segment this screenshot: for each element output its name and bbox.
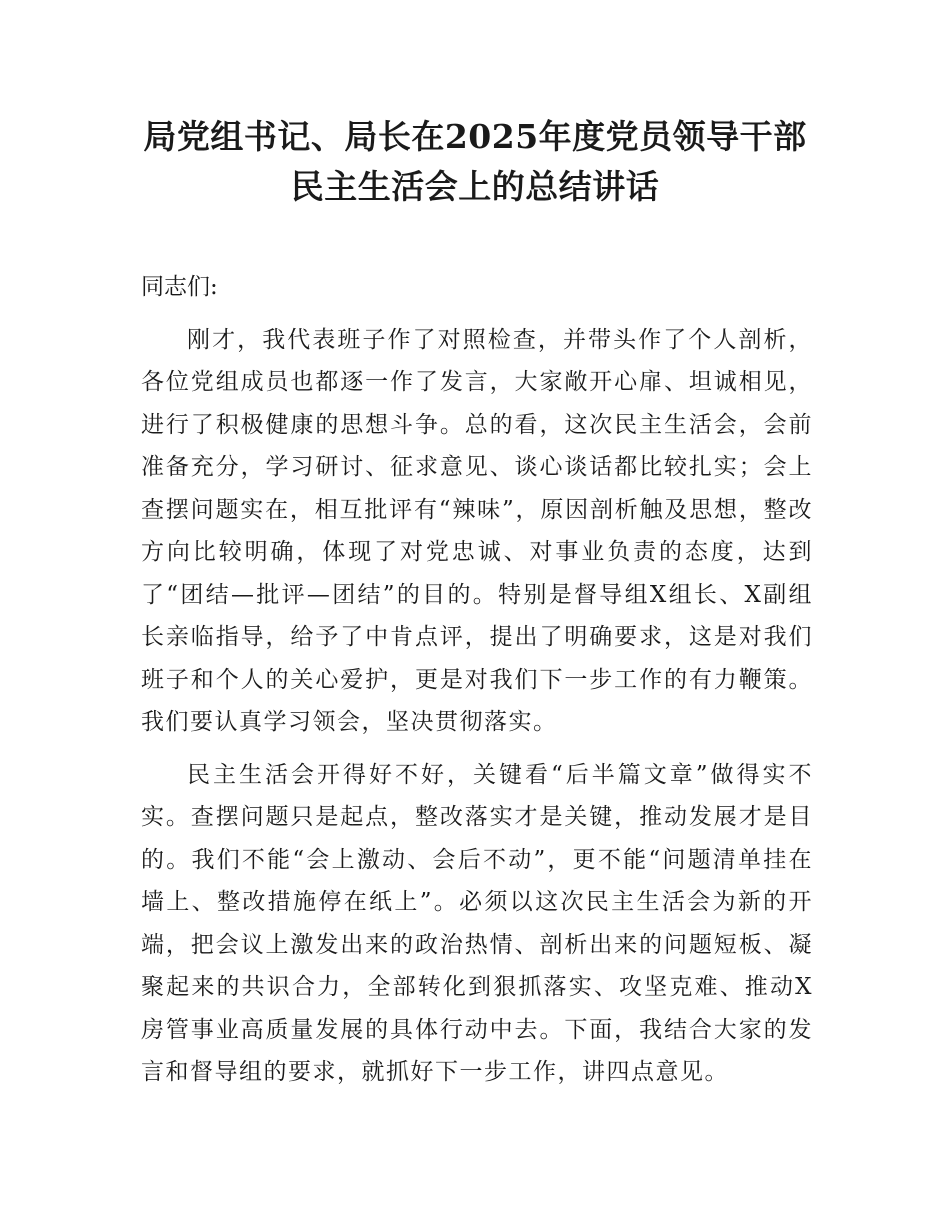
title-line-1: 局党组书记、局长在2025年度党员领导干部 — [143, 117, 807, 156]
paragraph-1: 刚才，我代表班子作了对照检查，并带头作了个人剖析，各位党组成员也都逐一作了发言，大家敞开心扉、坦诚相见，进行了积极健康的思想斗争。总的看，这次民主生活会，会前准备充分，学习研讨、征求意见、谈心谈话都比较扎实；会上查摆问题实在，相互批评有“辣味”，原因剖析触及思想，整改方向比较明确，体现了对党忠诚、对事业负责的态度，达到了“团结—批评—团结”的目的。特别是督导组X组长、X副组长亲临指导，给予了中肯点评，提出了明确要求，这是对我们班子和个人的关心爱护，更是对我们下一步工作的有力鞭策。我们要认真学习领会，坚决贯彻落实。 — [141, 326, 813, 735]
document-body — [141, 266, 813, 1104]
salutation: 同志们: — [141, 274, 218, 300]
title-line-2: 民主生活会上的总结讲话 — [290, 167, 660, 206]
document-title — [100, 112, 850, 212]
paragraph-2: 民主生活会开得好不好，关键看“后半篇文章”做得实不实。查摆问题只是起点，整改落实才是关键，推动发展才是目的。我们不能“会上激动、会后不动”，更不能“问题清单挂在墙上、整改措施停在纸上”。必须以这次民主生活会为新的开端，把会议上激发出来的政治热情、剖析出来的问题短板、凝聚起来的共识合力，全部转化到狠抓落实、攻坚克难、推动X房管事业高质量发展的具体行动中去。下面，我结合大家的发言和督导组的要求，就抓好下一步工作，讲四点意见。 — [141, 761, 813, 1085]
